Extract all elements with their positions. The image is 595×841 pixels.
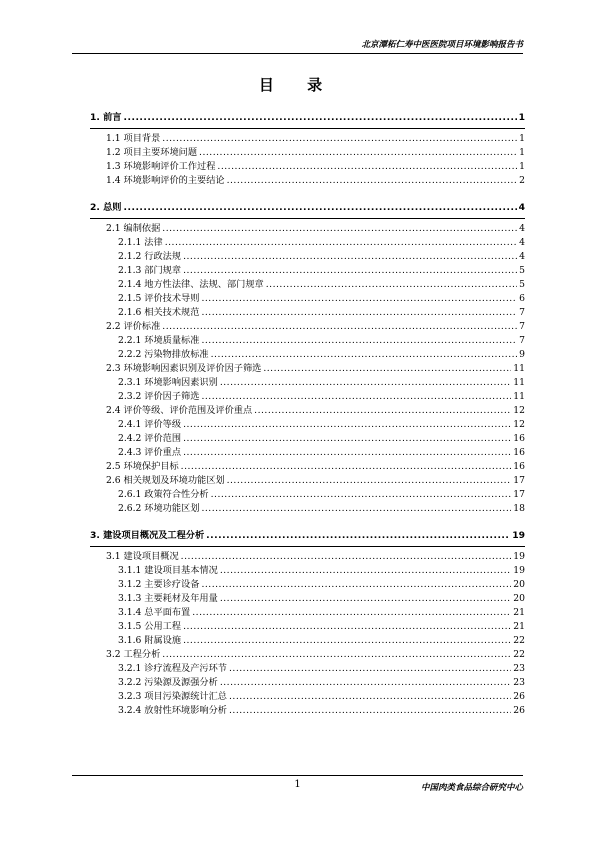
toc-entry-page: 12 bbox=[513, 405, 525, 416]
toc-entry-label: 3.1.2 主要诊疗设备 bbox=[118, 579, 200, 590]
toc-entry-page: 16 bbox=[513, 433, 525, 444]
toc-leader-dots bbox=[162, 132, 517, 146]
toc-entry-label: 2.2.2 污染物排放标准 bbox=[118, 349, 209, 360]
toc-entry[interactable] bbox=[90, 488, 525, 502]
toc-entry-label: 2.6.1 政策符合性分析 bbox=[118, 489, 209, 500]
toc-entry-label: 2.1.6 相关技术规范 bbox=[118, 307, 200, 318]
toc-entry[interactable] bbox=[90, 502, 525, 516]
toc-entry-page: 19 bbox=[512, 530, 525, 541]
toc-entry[interactable] bbox=[90, 198, 525, 219]
toc-entry-label: 1.1 项目背景 bbox=[106, 133, 161, 144]
toc-entry-label: 1.3 环境影响评价工作过程 bbox=[106, 161, 216, 172]
toc-entry[interactable] bbox=[90, 404, 525, 418]
page-title: 目 录 bbox=[258, 76, 337, 94]
toc-entry[interactable] bbox=[90, 634, 525, 648]
toc-leader-dots bbox=[263, 362, 511, 376]
toc-leader-dots bbox=[183, 446, 511, 460]
toc-entry-label: 2.6.2 环境功能区划 bbox=[118, 503, 200, 514]
toc-entry-label: 2.4.3 评价重点 bbox=[118, 447, 182, 458]
toc-entry-label: 2.3 环境影响因素识别及评价因子筛选 bbox=[106, 363, 262, 374]
toc-leader-dots bbox=[192, 606, 511, 620]
toc-entry[interactable] bbox=[90, 690, 525, 704]
toc-leader-dots bbox=[201, 334, 517, 348]
toc-entry[interactable] bbox=[90, 390, 525, 404]
toc-leader-dots bbox=[183, 432, 511, 446]
toc-entry[interactable] bbox=[90, 550, 525, 564]
toc-entry-label: 1.2 项目主要环境问题 bbox=[106, 147, 198, 158]
toc-entry-label: 2.4.2 评价范围 bbox=[118, 433, 182, 444]
toc-entry-page: 7 bbox=[519, 307, 525, 318]
toc-entry-label: 2.1.3 部门规章 bbox=[118, 265, 182, 276]
toc-entry-label: 3.2 工程分析 bbox=[106, 649, 161, 660]
toc-leader-dots bbox=[229, 704, 511, 718]
toc-entry-label: 3.2.2 污染源及源强分析 bbox=[118, 677, 218, 688]
toc-entry[interactable] bbox=[90, 278, 525, 292]
toc-entry-page: 7 bbox=[519, 321, 525, 332]
toc-entry-label: 2.1.2 行政法规 bbox=[118, 251, 182, 262]
toc-entry-page: 1 bbox=[519, 133, 525, 144]
toc-leader-dots bbox=[206, 529, 510, 543]
toc-entry[interactable] bbox=[90, 592, 525, 606]
toc-entry-label: 1.4 环境影响评价的主要结论 bbox=[106, 175, 225, 186]
toc-entry-label: 2.2 评价标准 bbox=[106, 321, 161, 332]
toc-entry-page: 4 bbox=[519, 223, 525, 234]
toc-leader-dots bbox=[229, 662, 511, 676]
toc-leader-dots bbox=[211, 348, 518, 362]
toc-entry[interactable] bbox=[90, 292, 525, 306]
toc-leader-dots bbox=[217, 160, 517, 174]
table-of-contents bbox=[90, 108, 525, 718]
toc-entry-label: 3.1 建设项目概况 bbox=[106, 551, 179, 562]
toc-leader-dots bbox=[229, 690, 511, 704]
toc-entry-label: 2.3.1 环境影响因素识别 bbox=[118, 377, 218, 388]
toc-leader-dots bbox=[266, 278, 517, 292]
toc-entry[interactable] bbox=[90, 460, 525, 474]
toc-entry[interactable] bbox=[90, 446, 525, 460]
toc-entry-label: 3.1.3 主要耗材及年用量 bbox=[118, 593, 218, 604]
toc-leader-dots bbox=[201, 502, 511, 516]
toc-entry[interactable] bbox=[90, 222, 525, 236]
toc-entry[interactable] bbox=[90, 526, 525, 547]
toc-leader-dots bbox=[211, 488, 512, 502]
toc-entry[interactable] bbox=[90, 250, 525, 264]
toc-entry-page: 2 bbox=[519, 175, 525, 186]
toc-leader-dots bbox=[123, 111, 516, 125]
toc-leader-dots bbox=[162, 222, 517, 236]
toc-entry-page: 21 bbox=[513, 621, 525, 632]
toc-entry[interactable] bbox=[90, 160, 525, 174]
toc-leader-dots bbox=[181, 550, 512, 564]
toc-entry-page: 23 bbox=[513, 663, 525, 674]
toc-entry-page: 9 bbox=[519, 349, 525, 360]
toc-entry-page: 6 bbox=[519, 293, 525, 304]
toc-entry[interactable] bbox=[90, 362, 525, 376]
toc-leader-dots bbox=[227, 474, 512, 488]
toc-entry-label: 3.2.3 项目污染源统计汇总 bbox=[118, 691, 227, 702]
toc-entry-label: 2.1.1 法律 bbox=[118, 237, 163, 248]
toc-entry-page: 17 bbox=[513, 489, 525, 500]
toc-entry[interactable] bbox=[90, 174, 525, 188]
toc-entry-page: 5 bbox=[519, 265, 525, 276]
toc-entry-label: 3.1.4 总平面布置 bbox=[118, 607, 191, 618]
toc-entry-page: 19 bbox=[513, 551, 525, 562]
toc-entry-label: 3. 建设项目概况及工程分析 bbox=[90, 530, 205, 541]
toc-entry-page: 22 bbox=[513, 635, 525, 646]
toc-entry[interactable] bbox=[90, 236, 525, 250]
toc-entry[interactable] bbox=[90, 676, 525, 690]
toc-entry-label: 3.2.4 放射性环境影响分析 bbox=[118, 705, 227, 716]
toc-entry-label: 2.3.2 评价因子筛选 bbox=[118, 391, 200, 402]
toc-entry[interactable] bbox=[90, 320, 525, 334]
toc-entry-page: 4 bbox=[519, 251, 525, 262]
toc-entry-page: 26 bbox=[513, 691, 525, 702]
toc-entry-page: 11 bbox=[513, 377, 525, 388]
toc-entry-label: 3.1.5 公用工程 bbox=[118, 621, 182, 632]
toc-entry-page: 20 bbox=[513, 579, 525, 590]
toc-leader-dots bbox=[183, 264, 517, 278]
toc-entry[interactable] bbox=[90, 704, 525, 718]
toc-entry-label: 2.4 评价等级、评价范围及评价重点 bbox=[106, 405, 253, 416]
toc-entry-page: 16 bbox=[513, 447, 525, 458]
toc-entry-page: 5 bbox=[519, 279, 525, 290]
toc-entry-label: 2.1.5 评价技术导则 bbox=[118, 293, 200, 304]
toc-entry-page: 4 bbox=[518, 202, 525, 213]
toc-leader-dots bbox=[254, 404, 511, 418]
toc-leader-dots bbox=[123, 201, 516, 215]
toc-entry[interactable] bbox=[90, 418, 525, 432]
toc-entry-label: 3.1.6 附属设施 bbox=[118, 635, 182, 646]
toc-leader-dots bbox=[227, 174, 518, 188]
toc-entry-page: 19 bbox=[513, 565, 525, 576]
toc-leader-dots bbox=[201, 306, 517, 320]
toc-entry[interactable] bbox=[90, 620, 525, 634]
toc-entry[interactable] bbox=[90, 376, 525, 390]
toc-entry[interactable] bbox=[90, 264, 525, 278]
toc-entry[interactable] bbox=[90, 564, 525, 578]
toc-entry-page: 22 bbox=[513, 649, 525, 660]
toc-leader-dots bbox=[220, 676, 511, 690]
toc-leader-dots bbox=[201, 390, 511, 404]
toc-entry[interactable] bbox=[90, 146, 525, 160]
toc-leader-dots bbox=[201, 578, 511, 592]
toc-entry[interactable] bbox=[90, 474, 525, 488]
toc-leader-dots bbox=[165, 236, 517, 250]
footer-divider bbox=[72, 775, 523, 776]
toc-entry[interactable] bbox=[90, 606, 525, 620]
toc-entry[interactable] bbox=[90, 108, 525, 129]
toc-entry-label: 3.1.1 建设项目基本情况 bbox=[118, 565, 218, 576]
toc-entry-page: 1 bbox=[519, 147, 525, 158]
toc-entry-label: 2.4.1 评价等级 bbox=[118, 419, 182, 430]
toc-leader-dots bbox=[162, 648, 511, 662]
toc-entry-label: 2.2.1 环境质量标准 bbox=[118, 335, 200, 346]
toc-entry[interactable] bbox=[90, 432, 525, 446]
toc-entry-page: 18 bbox=[513, 503, 525, 514]
toc-entry[interactable] bbox=[90, 648, 525, 662]
toc-entry-page: 1 bbox=[519, 161, 525, 172]
toc-entry-page: 1 bbox=[518, 112, 525, 123]
toc-entry[interactable] bbox=[90, 306, 525, 320]
toc-entry-page: 7 bbox=[519, 335, 525, 346]
toc-leader-dots bbox=[220, 564, 511, 578]
toc-entry-page: 21 bbox=[513, 607, 525, 618]
toc-entry-label: 1. 前言 bbox=[90, 112, 122, 123]
footer-organization: 中国肉类食品综合研究中心 bbox=[420, 783, 523, 793]
toc-entry-page: 11 bbox=[513, 391, 525, 402]
toc-entry-label: 2.1 编制依据 bbox=[106, 223, 161, 234]
toc-entry-label: 2.6 相关规划及环境功能区划 bbox=[106, 475, 225, 486]
toc-entry[interactable] bbox=[90, 348, 525, 362]
toc-entry-page: 11 bbox=[513, 363, 525, 374]
toc-leader-dots bbox=[181, 460, 512, 474]
toc-leader-dots bbox=[183, 418, 511, 432]
toc-leader-dots bbox=[220, 376, 511, 390]
toc-entry-label: 2.5 环境保护目标 bbox=[106, 461, 179, 472]
toc-entry-page: 12 bbox=[513, 419, 525, 430]
toc-entry-label: 3.2.1 诊疗流程及产污环节 bbox=[118, 663, 227, 674]
toc-leader-dots bbox=[183, 620, 511, 634]
toc-entry[interactable] bbox=[90, 578, 525, 592]
toc-leader-dots bbox=[162, 320, 517, 334]
toc-leader-dots bbox=[201, 292, 517, 306]
toc-entry-label: 2.1.4 地方性法律、法规、部门规章 bbox=[118, 279, 264, 290]
toc-entry-page: 17 bbox=[513, 475, 525, 486]
toc-leader-dots bbox=[220, 592, 511, 606]
toc-entry-page: 16 bbox=[513, 461, 525, 472]
page-header: 北京潭柘仁寿中医医院项目环境影响报告书 bbox=[72, 38, 523, 54]
page-number: 1 bbox=[294, 779, 301, 790]
toc-entry-label: 2. 总则 bbox=[90, 202, 122, 213]
toc-entry-page: 26 bbox=[513, 705, 525, 716]
toc-leader-dots bbox=[183, 634, 511, 648]
toc-entry-page: 23 bbox=[513, 677, 525, 688]
toc-entry[interactable] bbox=[90, 132, 525, 146]
toc-leader-dots bbox=[199, 146, 517, 160]
toc-entry[interactable] bbox=[90, 334, 525, 348]
toc-entry[interactable] bbox=[90, 662, 525, 676]
toc-entry-page: 4 bbox=[519, 237, 525, 248]
toc-leader-dots bbox=[183, 250, 517, 264]
toc-entry-page: 20 bbox=[513, 593, 525, 604]
